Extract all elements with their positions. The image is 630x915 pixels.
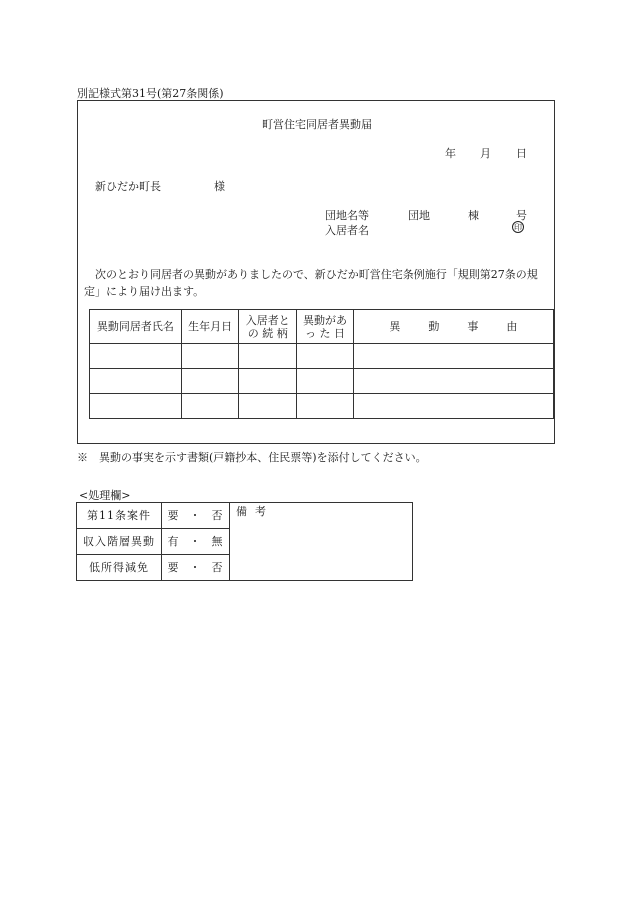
cell-change-reason[interactable] (353, 394, 553, 419)
processing-label: 低所得減免 (77, 555, 162, 581)
resident-name-label: 入居者名 (325, 224, 369, 237)
estate-name-label: 団地名等 (325, 209, 369, 222)
processing-row (77, 503, 413, 529)
table-header-row (90, 310, 554, 344)
cell-relationship[interactable] (239, 344, 297, 369)
cell-relationship[interactable] (239, 394, 297, 419)
processing-options (162, 529, 230, 555)
building-label: 棟 (468, 209, 479, 222)
table-row (90, 344, 554, 369)
attachment-note: ※ 異動の事実を示す書類(戸籍抄本、住民票等)を添付してください。 (77, 451, 427, 464)
cell-change-reason[interactable] (353, 369, 553, 394)
remarks-label: 備考 (236, 505, 274, 518)
option-separator: ・ (189, 535, 201, 548)
processing-table (76, 502, 413, 581)
header-relationship: 入居者と の 続 柄 (239, 310, 297, 344)
addressee-honorific: 様 (214, 180, 225, 193)
form-title: 町営住宅同居者異動届 (262, 118, 372, 131)
table-row (90, 369, 554, 394)
cell-member-name[interactable] (90, 394, 182, 419)
cell-change-date[interactable] (297, 344, 354, 369)
option-no[interactable]: 無 (211, 535, 223, 548)
notification-form (77, 100, 555, 444)
option-yes[interactable]: 要 (167, 509, 179, 522)
room-number-label: 号 (516, 209, 527, 222)
table-row (90, 394, 554, 419)
option-no[interactable]: 否 (211, 561, 223, 574)
option-separator: ・ (189, 561, 201, 574)
remarks-cell[interactable] (230, 503, 413, 581)
form-number: 別記様式第31号(第27条関係) (77, 87, 224, 100)
date-month-label: 月 (480, 147, 491, 160)
cell-member-name[interactable] (90, 344, 182, 369)
option-no[interactable]: 否 (211, 509, 223, 522)
header-birth-date: 生年月日 (181, 310, 239, 344)
option-yes[interactable]: 有 (167, 535, 179, 548)
header-member-name: 異動同居者氏名 (90, 310, 182, 344)
header-change-date: 異動があ っ た 日 (297, 310, 354, 344)
cell-relationship[interactable] (239, 369, 297, 394)
addressee-name: 新ひだか町長 (95, 180, 161, 193)
date-day-label: 日 (516, 147, 527, 160)
option-separator: ・ (189, 509, 201, 522)
cell-birth-date[interactable] (181, 369, 239, 394)
option-yes[interactable]: 要 (167, 561, 179, 574)
cell-change-date[interactable] (297, 394, 354, 419)
processing-options (162, 503, 230, 529)
date-year-label: 年 (445, 147, 456, 160)
cell-change-reason[interactable] (353, 344, 553, 369)
processing-label: 収入階層異動 (77, 529, 162, 555)
processing-label: 第11条案件 (77, 503, 162, 529)
processing-options (162, 555, 230, 581)
cell-member-name[interactable] (90, 369, 182, 394)
estate-suffix-label: 団地 (408, 209, 430, 222)
change-details-table (89, 309, 554, 419)
cell-birth-date[interactable] (181, 344, 239, 369)
cell-birth-date[interactable] (181, 394, 239, 419)
processing-section-title: <処理欄> (79, 489, 131, 502)
header-change-reason: 異動事由 (353, 310, 553, 344)
declaration-text: 次のとおり同居者の異動がありましたので、新ひだか町営住宅条例施行「規則第27条の規定」により届け出ます。 (84, 268, 538, 298)
seal-icon: 印 (514, 223, 522, 232)
cell-change-date[interactable] (297, 369, 354, 394)
